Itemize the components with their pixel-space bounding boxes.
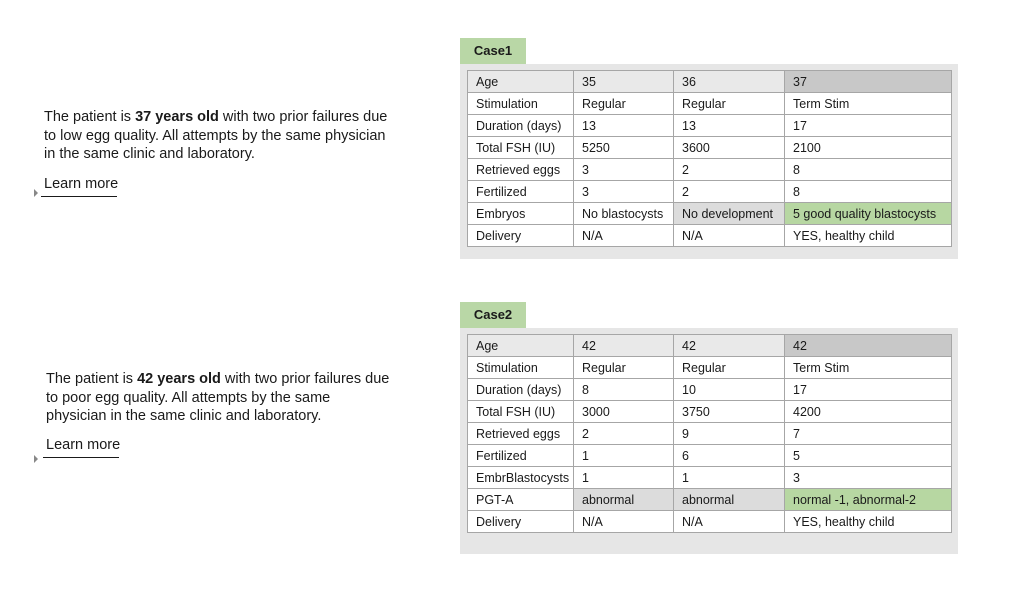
table-cell: 35 [574, 71, 674, 93]
table-cell: YES, healthy child [785, 511, 952, 533]
table-cell: 3000 [574, 401, 674, 423]
row-label-cell: Fertilized [468, 445, 574, 467]
table-cell: 5250 [574, 137, 674, 159]
table-row [468, 401, 952, 423]
table-row [468, 489, 952, 511]
table-cell: 2 [574, 423, 674, 445]
table-cell: 5 [785, 445, 952, 467]
table-cell: 42 [785, 335, 952, 357]
row-label-cell: Age [468, 335, 574, 357]
table-cell: 3600 [674, 137, 785, 159]
row-label-cell: Delivery [468, 225, 574, 247]
table-row [468, 379, 952, 401]
table-cell: 7 [785, 423, 952, 445]
row-label-cell: Age [468, 71, 574, 93]
row-label-cell: Stimulation [468, 93, 574, 115]
table-cell: Regular [574, 93, 674, 115]
table-cell: 36 [674, 71, 785, 93]
table-cell: N/A [574, 225, 674, 247]
row-label-cell: PGT-A [468, 489, 574, 511]
table-cell: Term Stim [785, 93, 952, 115]
table-cell: 8 [785, 181, 952, 203]
table-row [468, 357, 952, 379]
table-row [468, 115, 952, 137]
row-label-cell: Duration (days) [468, 115, 574, 137]
case2-expand-triangle-icon[interactable] [34, 455, 38, 463]
table-cell: 37 [785, 71, 952, 93]
case2-description: The patient is 42 years old with two prior failures due to poor egg quality. All attempts by the same physician in the same clinic and laboratory. [46, 371, 390, 424]
case2-learn-more-underline [43, 457, 119, 458]
row-label-cell: Fertilized [468, 181, 574, 203]
case1-learn-more-link[interactable]: Learn more [44, 176, 118, 192]
table-cell: 1 [574, 467, 674, 489]
table-row [468, 181, 952, 203]
table-cell: 8 [574, 379, 674, 401]
case1-description: The patient is 37 years old with two prior failures due to low egg quality. All attempts by the same physician in the same clinic and laboratory. [44, 109, 388, 162]
table-cell: N/A [574, 511, 674, 533]
table-cell: normal -1, abnormal-2 [785, 489, 952, 511]
table-cell: 17 [785, 379, 952, 401]
table-cell: 9 [674, 423, 785, 445]
row-label-cell: Stimulation [468, 357, 574, 379]
table-cell: 17 [785, 115, 952, 137]
row-label-cell: Delivery [468, 511, 574, 533]
table-row [468, 423, 952, 445]
table-cell: No development [674, 203, 785, 225]
table-cell: 1 [674, 467, 785, 489]
table-row [468, 203, 952, 225]
table-cell: 3 [785, 467, 952, 489]
case1-expand-triangle-icon[interactable] [34, 189, 38, 197]
row-label-cell: Total FSH (IU) [468, 401, 574, 423]
table-cell: 4200 [785, 401, 952, 423]
table-row [468, 445, 952, 467]
table-cell: Regular [674, 93, 785, 115]
table-cell: abnormal [574, 489, 674, 511]
table-cell: 8 [785, 159, 952, 181]
row-label-cell: Retrieved eggs [468, 423, 574, 445]
table-cell: 42 [574, 335, 674, 357]
table-cell: 13 [674, 115, 785, 137]
case1-tab: Case1 [460, 38, 526, 64]
table-cell: 10 [674, 379, 785, 401]
row-label-cell: Embryos [468, 203, 574, 225]
case2-tab: Case2 [460, 302, 526, 328]
table-cell: 5 good quality blastocysts [785, 203, 952, 225]
table-cell: 1 [574, 445, 674, 467]
table-cell: abnormal [674, 489, 785, 511]
table-row [468, 159, 952, 181]
table-cell: Regular [674, 357, 785, 379]
table-cell: N/A [674, 225, 785, 247]
table-cell: Regular [574, 357, 674, 379]
table-cell: Term Stim [785, 357, 952, 379]
case2-learn-more-link[interactable]: Learn more [46, 437, 120, 453]
row-label-cell: Total FSH (IU) [468, 137, 574, 159]
table-cell: 3 [574, 181, 674, 203]
table-cell: 13 [574, 115, 674, 137]
row-label-cell: EmbrBlastocysts [468, 467, 574, 489]
table-row [468, 335, 952, 357]
case1-learn-more-underline [41, 196, 117, 197]
table-cell: 3 [574, 159, 674, 181]
table-row [468, 467, 952, 489]
table-cell: 2 [674, 159, 785, 181]
row-label-cell: Duration (days) [468, 379, 574, 401]
table-cell: N/A [674, 511, 785, 533]
case1-age-highlight: 37 years old [135, 109, 219, 125]
table-row [468, 93, 952, 115]
table-row [468, 137, 952, 159]
case2-age-highlight: 42 years old [137, 371, 221, 387]
case2-table [467, 334, 952, 533]
row-label-cell: Retrieved eggs [468, 159, 574, 181]
table-cell: No blastocysts [574, 203, 674, 225]
table-cell: 3750 [674, 401, 785, 423]
table-cell: 2100 [785, 137, 952, 159]
table-row [468, 225, 952, 247]
table-row [468, 71, 952, 93]
table-cell: 6 [674, 445, 785, 467]
table-cell: 42 [674, 335, 785, 357]
case1-table [467, 70, 952, 247]
table-cell: 2 [674, 181, 785, 203]
table-cell: YES, healthy child [785, 225, 952, 247]
table-row [468, 511, 952, 533]
